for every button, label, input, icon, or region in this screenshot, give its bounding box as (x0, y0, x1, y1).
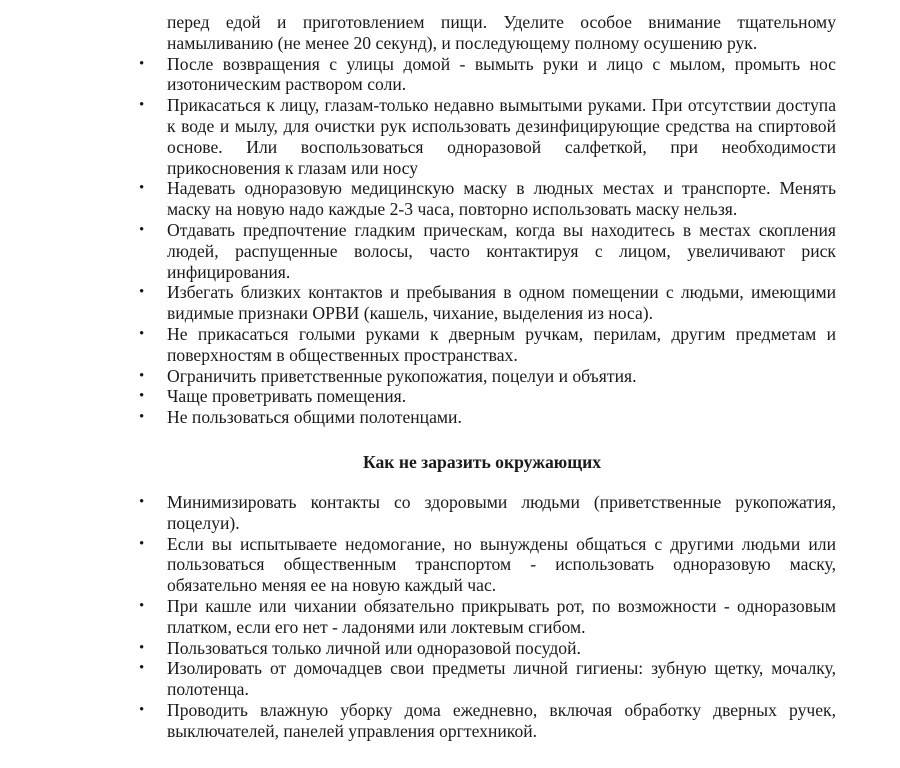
list-item-text: Пользоваться только личной или одноразовой посудой. (167, 637, 581, 658)
bullet-icon: • (139, 221, 145, 238)
list-item (0, 534, 900, 596)
list-item-text: После возвращения с улицы домой - вымыть руки и лицо с мылом, промыть нос изотоническим раствором соли. (167, 53, 836, 95)
bullet-icon: • (139, 597, 145, 614)
list-item (0, 492, 900, 534)
list-item-text: Изолировать от домочадцев свои предметы личной гигиены: зубную щетку, мочалку, полотенца. (167, 658, 836, 700)
list-item-text: При кашле или чихании обязательно прикрывать рот, по возможности - одноразовым платком, если его нет - ладонями или локтевым сгибом. (167, 595, 836, 637)
list-item (0, 700, 900, 742)
list-item (0, 658, 900, 700)
list-item (0, 54, 900, 96)
list-item-continuation (0, 12, 900, 54)
list-item (0, 386, 900, 407)
list-item-text: Чаще проветривать помещения. (167, 386, 407, 407)
list-item-text: Не прикасаться голыми руками к дверным ручкам, перилам, другим предметам и поверхностям в общественных пространствах. (167, 323, 836, 365)
bullet-icon: • (139, 180, 145, 197)
list-item-text: перед едой и приготовлением пищи. Уделите особое внимание тщательному намыливанию (не менее 20 секунд), и последующему полному осушению рук. (167, 12, 836, 53)
list-item (0, 596, 900, 638)
list-item-text: Если вы испытываете недомогание, но вынуждены общаться с другими людьми или пользоваться общественным транспортом - использовать одноразовую маску, обязательно меняя ее на новую каждый час. (167, 533, 836, 596)
list-item-text: Прикасаться к лицу, глазам-только недавно вымытыми руками. При отсутствии доступа к воде и мылу, для очистки рук использовать дезинфицирующие средства на спиртовой основе. Или воспользоваться одноразовой салфеткой, при необходимости прикосновения к глазам или носу (167, 95, 836, 178)
bullet-icon: • (139, 388, 145, 405)
list-item-text: Надевать одноразовую медицинскую маску в людных местах и транспорте. Менять маску на новую надо каждые 2-3 часа, повторно использовать маску нельзя. (167, 178, 836, 220)
list-item-text: Отдавать предпочтение гладким прическам, когда вы находитесь в местах скопления людей, распущенные волосы, часто контактируя с лицом, увеличивают риск инфицирования. (167, 219, 836, 282)
list-item-text: Минимизировать контакты со здоровыми людьми (приветственные рукопожатия, поцелуи). (167, 492, 836, 533)
list-item (0, 178, 900, 220)
list-item (0, 638, 900, 659)
bullet-icon: • (139, 639, 145, 656)
bullet-icon: • (139, 55, 145, 72)
bullet-icon: • (139, 409, 145, 426)
bullet-icon: • (139, 494, 145, 510)
bullet-icon: • (139, 701, 145, 718)
list-item-text: Ограничить приветственные рукопожатия, поцелуи и объятия. (167, 365, 637, 386)
bullet-icon: • (139, 284, 145, 301)
list-item-text: Избегать близких контактов и пребывания в одном помещении с людьми, имеющими видимые признаки ОРВИ (кашель, чихание, выделения из носа). (167, 282, 836, 324)
bullet-icon: • (139, 367, 145, 384)
list-item (0, 407, 900, 428)
list-item-text: Не пользоваться общими полотенцами. (167, 407, 462, 428)
protect-others-list (0, 492, 900, 742)
list-item (0, 282, 900, 324)
bullet-icon: • (139, 535, 145, 552)
list-item (0, 95, 900, 178)
prevention-list (0, 12, 900, 428)
list-item-text: Проводить влажную уборку дома ежедневно, включая обработку дверных ручек, выключателей, панелей управления оргтехникой. (167, 699, 836, 741)
bullet-icon: • (139, 325, 145, 342)
list-item (0, 366, 900, 387)
bullet-icon: • (139, 660, 145, 677)
list-item (0, 220, 900, 282)
bullet-icon: • (139, 97, 145, 114)
section-heading: Как не заразить окружающих (362, 452, 602, 472)
list-item (0, 324, 900, 366)
